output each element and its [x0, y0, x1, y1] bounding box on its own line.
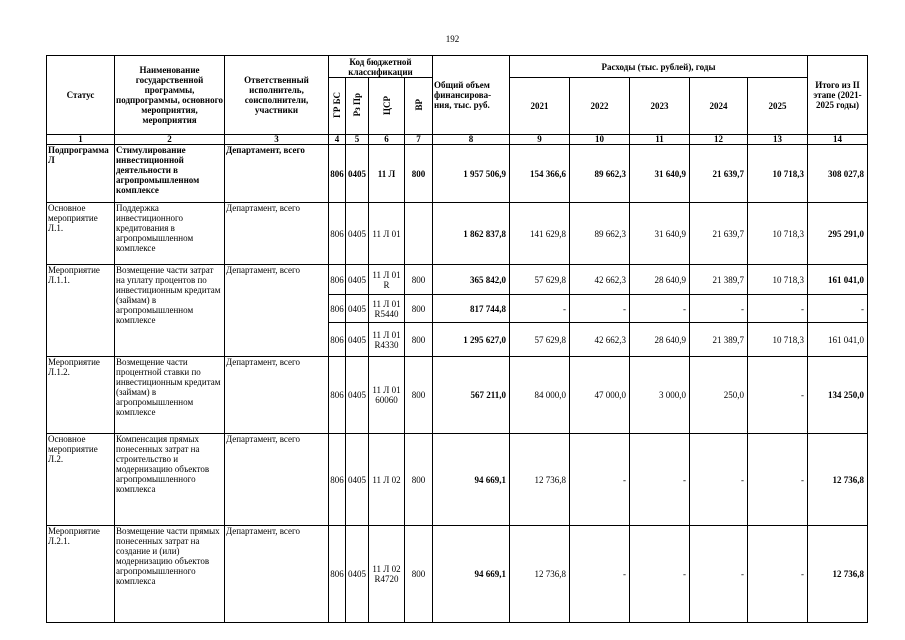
row-2022: 42 662,3 [570, 265, 630, 295]
row-grbs: 806 [329, 295, 346, 323]
row-grbs: 806 [329, 145, 346, 203]
row-vr: 800 [405, 295, 433, 323]
header-expenses: Расходы (тыс. рублей), годы [510, 56, 808, 78]
row-total: 1 957 506,9 [433, 145, 510, 203]
header-vr: ВР [413, 99, 424, 111]
table-row [47, 203, 868, 265]
row-stage-total: - [808, 295, 868, 323]
row-grbs: 806 [329, 434, 346, 526]
row-csr: 11 Л 01 [369, 203, 405, 265]
row-rzpr: 0405 [346, 145, 369, 203]
column-number: 4 [329, 135, 346, 145]
row-grbs: 806 [329, 526, 346, 623]
row-name: Возмещение части затрат на уплату процентов по инвестиционным кредитам (займам) в агропромышленном комплексе [115, 265, 225, 357]
row-2024: - [690, 434, 748, 526]
row-2025: 10 718,3 [748, 203, 808, 265]
header-year-2022: 2022 [570, 78, 630, 135]
row-stage-total: 161 041,0 [808, 265, 868, 295]
header-name: Наименование государственной программы, подпрограммы, основного мероприятия, мероприятия [115, 56, 225, 135]
column-number: 3 [225, 135, 329, 145]
row-2022: - [570, 434, 630, 526]
header-year-2023: 2023 [630, 78, 690, 135]
row-status: Подпрограмма Л [47, 145, 115, 203]
header-budget-code: Код бюджетной классификации [329, 56, 433, 78]
row-2023: - [630, 526, 690, 623]
header-csr: ЦСР [381, 95, 392, 115]
budget-table-wrapper [46, 55, 868, 623]
row-2021: 141 629,8 [510, 203, 570, 265]
row-2023: 3 000,0 [630, 357, 690, 434]
budget-table [46, 55, 868, 623]
row-total: 567 211,0 [433, 357, 510, 434]
row-2022: 89 662,3 [570, 145, 630, 203]
row-2021: 57 629,8 [510, 323, 570, 357]
row-rzpr: 0405 [346, 295, 369, 323]
row-vr: 800 [405, 265, 433, 295]
column-number: 13 [748, 135, 808, 145]
row-status: Основное мероприятие Л.2. [47, 434, 115, 526]
row-vr: 800 [405, 526, 433, 623]
row-2021: 12 736,8 [510, 526, 570, 623]
header-year-2025: 2025 [748, 78, 808, 135]
row-2022: 47 000,0 [570, 357, 630, 434]
row-2021: 84 000,0 [510, 357, 570, 434]
row-grbs: 806 [329, 323, 346, 357]
column-number: 1 [47, 135, 115, 145]
row-rzpr: 0405 [346, 203, 369, 265]
row-status: Мероприятие Л.1.1. [47, 265, 115, 357]
row-rzpr: 0405 [346, 323, 369, 357]
header-year-2024: 2024 [690, 78, 748, 135]
row-executor: Департамент, всего [225, 203, 329, 265]
row-total: 94 669,1 [433, 434, 510, 526]
row-2023: 31 640,9 [630, 145, 690, 203]
column-number: 6 [369, 135, 405, 145]
row-name: Возмещение части процентной ставки по инвестиционным кредитам (займам) в агропромышленном комплексе [115, 357, 225, 434]
row-name: Поддержка инвестиционного кредитования в агропромышленном комплексе [115, 203, 225, 265]
row-2025: - [748, 526, 808, 623]
row-vr: 800 [405, 434, 433, 526]
row-2021: - [510, 295, 570, 323]
row-name: Стимулирование инвестиционной деятельности в агропромышленном комплексе [115, 145, 225, 203]
row-2022: - [570, 526, 630, 623]
row-grbs: 806 [329, 357, 346, 434]
column-number: 12 [690, 135, 748, 145]
row-csr: 11 Л 02 R4720 [369, 526, 405, 623]
header-status: Статус [47, 56, 115, 135]
row-2023: - [630, 295, 690, 323]
row-2022: 89 662,3 [570, 203, 630, 265]
column-number: 2 [115, 135, 225, 145]
row-2022: - [570, 295, 630, 323]
row-2023: 28 640,9 [630, 323, 690, 357]
column-number: 10 [570, 135, 630, 145]
row-rzpr: 0405 [346, 526, 369, 623]
row-2025: - [748, 295, 808, 323]
row-2023: - [630, 434, 690, 526]
column-number: 5 [346, 135, 369, 145]
row-2025: 10 718,3 [748, 265, 808, 295]
row-2024: 21 389,7 [690, 323, 748, 357]
table-row [47, 145, 868, 203]
row-rzpr: 0405 [346, 265, 369, 295]
table-row [47, 357, 868, 434]
row-grbs: 806 [329, 265, 346, 295]
row-total: 1 295 627,0 [433, 323, 510, 357]
row-2021: 57 629,8 [510, 265, 570, 295]
row-stage-total: 161 041,0 [808, 323, 868, 357]
header-executor: Ответственный исполнитель, соисполнители, участники [225, 56, 329, 135]
column-number: 9 [510, 135, 570, 145]
row-2023: 31 640,9 [630, 203, 690, 265]
row-csr: 11 Л 01 R [369, 265, 405, 295]
table-row [47, 526, 868, 623]
row-2025: - [748, 434, 808, 526]
table-row [47, 265, 868, 295]
row-2024: 21 639,7 [690, 203, 748, 265]
header-year-2021: 2021 [510, 78, 570, 135]
row-2021: 154 366,6 [510, 145, 570, 203]
row-total: 365 842,0 [433, 265, 510, 295]
row-stage-total: 295 291,0 [808, 203, 868, 265]
row-vr: 800 [405, 323, 433, 357]
row-stage-total: 308 027,8 [808, 145, 868, 203]
row-csr: 11 Л 02 [369, 434, 405, 526]
row-2023: 28 640,9 [630, 265, 690, 295]
row-vr [405, 203, 433, 265]
row-csr: 11 Л 01 60060 [369, 357, 405, 434]
page-number: 192 [445, 34, 460, 44]
row-executor: Департамент, всего [225, 357, 329, 434]
row-executor: Департамент, всего [225, 526, 329, 623]
row-2025: 10 718,3 [748, 323, 808, 357]
row-grbs: 806 [329, 203, 346, 265]
row-stage-total: 12 736,8 [808, 526, 868, 623]
row-2024: - [690, 526, 748, 623]
row-2025: 10 718,3 [748, 145, 808, 203]
column-number: 7 [405, 135, 433, 145]
row-csr: 11 Л 01 R5440 [369, 295, 405, 323]
row-2025: - [748, 357, 808, 434]
row-total: 1 862 837,8 [433, 203, 510, 265]
row-rzpr: 0405 [346, 357, 369, 434]
row-2024: - [690, 295, 748, 323]
row-2022: 42 662,3 [570, 323, 630, 357]
column-number: 11 [630, 135, 690, 145]
row-stage-total: 134 250,0 [808, 357, 868, 434]
header-grbs: ГР БС [332, 92, 342, 118]
row-2024: 250,0 [690, 357, 748, 434]
row-vr: 800 [405, 357, 433, 434]
row-status: Основное мероприятие Л.1. [47, 203, 115, 265]
table-row [47, 434, 868, 526]
row-status: Мероприятие Л.2.1. [47, 526, 115, 623]
header-total-funding: Общий объем финансирова-ния, тыс. руб. [433, 56, 510, 135]
row-executor: Департамент, всего [225, 145, 329, 203]
row-stage-total: 12 736,8 [808, 434, 868, 526]
row-name: Компенсация прямых понесенных затрат на строительство и модернизацию объектов агропромышленного комплекса [115, 434, 225, 526]
row-name: Возмещение части прямых понесенных затрат на создание и (или) модернизацию объектов агропромышленного комплекса [115, 526, 225, 623]
row-total: 817 744,8 [433, 295, 510, 323]
column-number-row [47, 135, 868, 145]
header-total-stage: Итого из II этапе (2021-2025 годы) [808, 56, 868, 135]
row-vr: 800 [405, 145, 433, 203]
row-executor: Департамент, всего [225, 265, 329, 357]
row-executor: Департамент, всего [225, 434, 329, 526]
row-total: 94 669,1 [433, 526, 510, 623]
column-number: 14 [808, 135, 868, 145]
row-2021: 12 736,8 [510, 434, 570, 526]
row-status: Мероприятие Л.1.2. [47, 357, 115, 434]
row-csr: 11 Л [369, 145, 405, 203]
header-rzpr: Рз Пр [352, 93, 362, 117]
row-csr: 11 Л 01 R4330 [369, 323, 405, 357]
row-2024: 21 639,7 [690, 145, 748, 203]
row-rzpr: 0405 [346, 434, 369, 526]
column-number: 8 [433, 135, 510, 145]
row-2024: 21 389,7 [690, 265, 748, 295]
